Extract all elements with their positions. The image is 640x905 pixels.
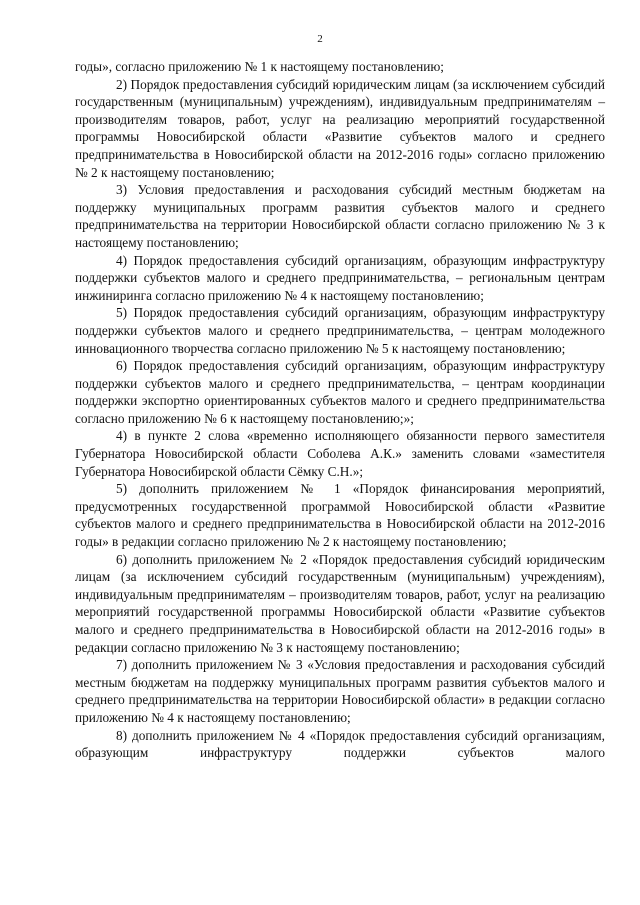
paragraph-continuation: годы», согласно приложению № 1 к настоящему постановлению;: [75, 59, 444, 74]
paragraph-amendment-5: 5) дополнить приложением № 1 «Порядок финансирования мероприятий, предусмотренных государственной программой Новосибирской области «Развитие субъектов малого и среднего предпринимательства в Новосибирской области на 2012-2016 годы» в редакции согласно приложению № 2 к настоящему постановлению;: [75, 481, 605, 550]
page-number: 2: [317, 33, 323, 45]
paragraph-amendment-6: 6) дополнить приложением № 2 «Порядок предоставления субсидий юридическим лицам (за исключением субсидий государственным (муниципальным) учреждениям), индивидуальным предпринимателям – производителям товаров, работ, услуг на реализацию мероприятий государственной программы Новосибирской области «Развитие субъектов малого и среднего предпринимательства в Новосибирской области на 2012-2016 годы» в редакции согласно приложению № 3 к настоящему постановлению;: [75, 551, 605, 655]
paragraph-amendment-8: 8) дополнить приложением № 4 «Порядок предоставления субсидий организациям, образующим инфраструктуру поддержки субъектов малого: [75, 727, 605, 761]
paragraph-item-6: 6) Порядок предоставления субсидий организациям, образующим инфраструктуру поддержки субъектов малого и среднего предпринимательства, – центрам координации поддержки экспортно ориентированных субъектов малого и среднего предпринимательства согласно приложению № 6 к настоящему постановлению;»;: [75, 358, 605, 426]
paragraph-item-2: 2) Порядок предоставления субсидий юридическим лицам (за исключением субсидий государственным (муниципальным) учреждениям), индивидуальным предпринимателям – производителям товаров, работ, услуг на реализацию мероприятий государственной программы Новосибирской области «Развитие субъектов малого и среднего предпринимательства в Новосибирской области на 2012-2016 годы» согласно приложению № 2 к настоящему постановлению;: [75, 76, 605, 180]
document-body: [75, 58, 605, 762]
paragraph-item-5: 5) Порядок предоставления субсидий организациям, образующим инфраструктуру поддержки субъектов малого и среднего предпринимательства, – центрам молодежного инновационного творчества согласно приложению № 5 к настоящему постановлению;: [75, 305, 605, 356]
paragraph-item-3: 3) Условия предоставления и расходования субсидий местным бюджетам на поддержку муниципальных программ развития субъектов малого и среднего предпринимательства на территории Новосибирской области согласно приложению № 3 к настоящему постановлению;: [75, 182, 605, 250]
paragraph-amendment-7: 7) дополнить приложением № 3 «Условия предоставления и расходования субсидий местным бюджетам на поддержку муниципальных программ развития субъектов малого и среднего предпринимательства на территории Новосибирской области» в редакции согласно приложению № 4 к настоящему постановлению;: [75, 657, 605, 725]
paragraph-amendment-4: 4) в пункте 2 слова «временно исполняющего обязанности первого заместителя Губернатора Новосибирской области Соболева А.К.» заменить словами «заместителя Губернатора Новосибирской области Сёмку С.Н.»;: [75, 428, 605, 479]
paragraph-item-4: 4) Порядок предоставления субсидий организациям, образующим инфраструктуру поддержки субъектов малого и среднего предпринимательства, – региональным центрам инжиниринга согласно приложению № 4 к настоящему постановлению;: [75, 252, 605, 303]
